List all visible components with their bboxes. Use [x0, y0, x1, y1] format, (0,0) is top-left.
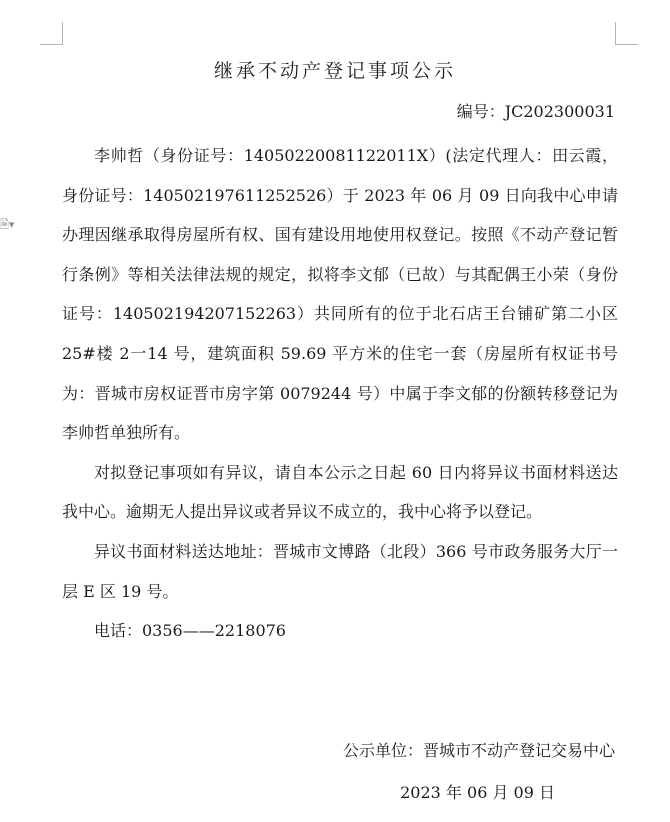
document-icon[interactable]: 🗎▾: [0, 218, 15, 231]
paragraph-objection: 对拟登记事项如有异议，请自本公示之日起 60 日内将异议书面材料送达我中心。逾期无人提出异议或者异议不成立的，我中心将予以登记。: [62, 462, 618, 522]
notice-body: [62, 136, 618, 651]
page-title: 继承不动产登记事项公示: [213, 60, 456, 82]
paragraph-address: 异议书面材料送达地址：晋城市文博路（北段）366 号市政务服务大厅一层 E 区 19 号。: [62, 541, 618, 601]
page-corner-mark-top-left: [40, 22, 63, 45]
paragraph-phone: 电话：0356——2218076: [94, 621, 286, 641]
document-number: 编号：JC202300031: [456, 102, 615, 121]
publisher-line: 公示单位：晋城市不动产登记交易中心: [342, 741, 615, 760]
publication-date: 2023 年 06 月 09 日: [400, 783, 555, 802]
page-corner-mark-top-right: [615, 22, 638, 45]
paragraph-application: 李帅哲（身份证号：14050220081122011X）(法定代理人：田云霞，身份证号：140502197611252526）于 2023 年 06 月 09 日向我中心申请办理因继承取得房屋所有权、国有建设用地使用权登记。按照《不动产登记暂行条例》等相关法律法规的规定，拟将李文郁（已故）与其配偶王小荣（身份证号：140502194207152263）共同所有的位于北石店王台铺矿第二小区 25#楼 2一14 号，建筑面积 59.69 平方米的住宅一套（房屋所有权证书号为：晋城市房权证晋市房字第 0079244 号）中属于李文郁的份额转移登记为李帅哲单独所有。: [62, 146, 618, 443]
